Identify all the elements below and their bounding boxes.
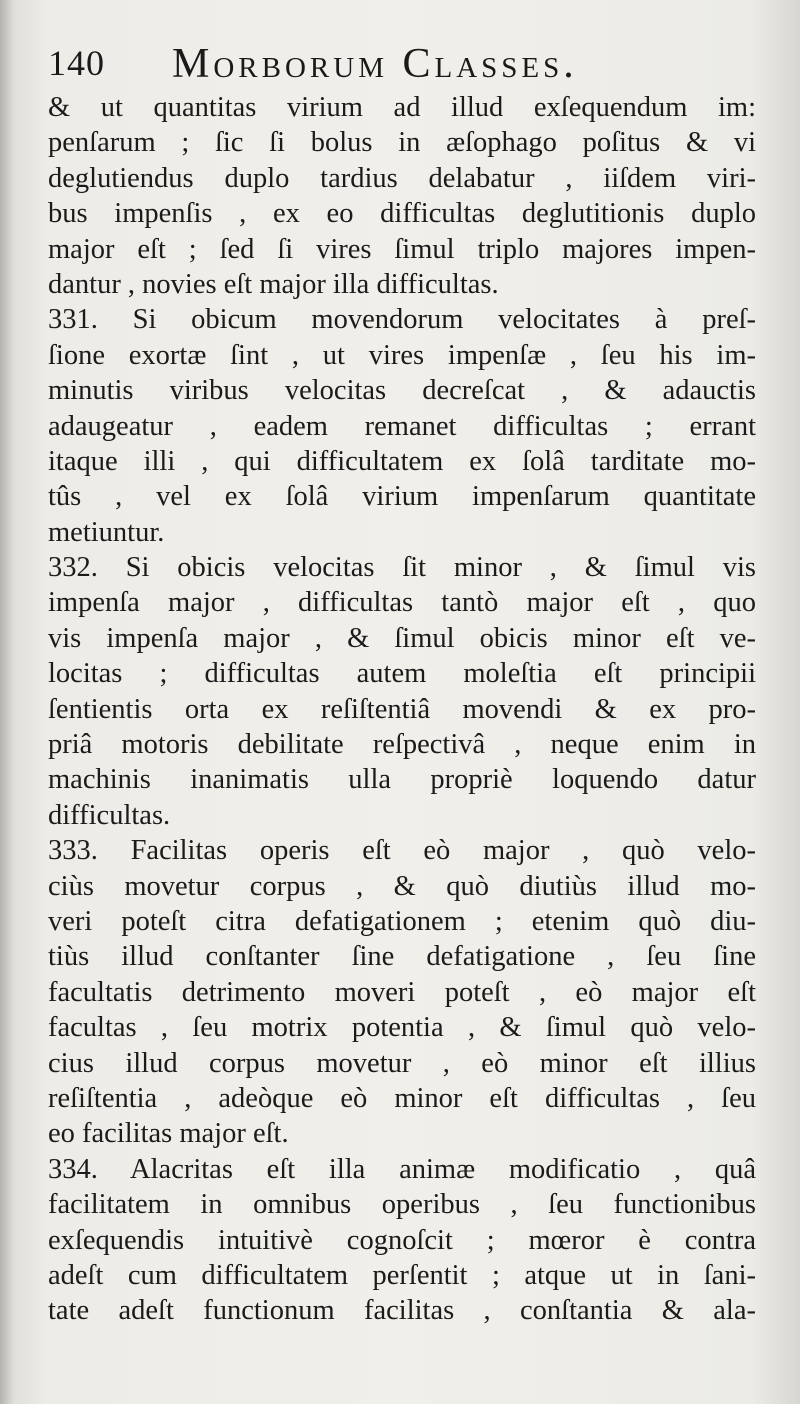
text-line: tiùs illud conſtanter ſine defatigatione , ſeu ſine — [48, 941, 756, 973]
text-line: cius illud corpus movetur , eò minor eſt illius — [48, 1047, 756, 1079]
running-head — [48, 40, 758, 88]
text-line: facultas , ſeu motrix potentia , & ſimul quò velo- — [48, 1012, 756, 1044]
paragraph-332-line: 332. Si obicis velocitas ſit minor , & ſimul vis — [48, 552, 756, 584]
text-line: tate adeſt functionum facilitas , conſtantia & ala- — [48, 1295, 756, 1327]
text-line: tûs , vel ex ſolâ virium impenſarum quantitate — [48, 481, 756, 513]
text-line: minutis viribus velocitas decreſcat , & adauctis — [48, 375, 756, 407]
text-line: & ut quantitas virium ad illud exſequendum im: — [48, 92, 756, 123]
page-number: 140 — [48, 43, 105, 83]
text-line: facilitatem in omnibus operibus , ſeu functionibus — [48, 1189, 756, 1221]
text-line: ſentientis orta ex reſiſtentiâ movendi & ex pro- — [48, 693, 756, 725]
text-line: veri poteſt citra defatigationem ; etenim quò diu- — [48, 905, 756, 937]
body-text — [48, 90, 756, 1329]
text-line: bus impenſis , ex eo difficultas deglutitionis duplo — [48, 198, 756, 230]
text-line: major eſt ; ſed ſi vires ſimul triplo majores impen- — [48, 233, 756, 265]
running-title: Morborum Classes. — [172, 41, 578, 87]
text-line: metiuntur. — [48, 516, 165, 548]
text-line: adeſt cum difficultatem perſentit ; atque ut in ſani- — [48, 1259, 756, 1291]
text-line: exſequendis intuitivè cognoſcit ; mœror è contra — [48, 1224, 756, 1256]
text-line: penſarum ; ſic ſi bolus in æſophago poſitus & vi — [48, 127, 756, 159]
text-line: priâ motoris debilitate reſpectivâ , neque enim in — [48, 729, 756, 761]
text-line: itaque illi , qui difficultatem ex ſolâ tarditate mo- — [48, 445, 756, 477]
text-line: eo facilitas major eſt. — [48, 1118, 289, 1150]
text-line: machinis inanimatis ulla propriè loquendo datur — [48, 764, 756, 796]
text-line: impenſa major , difficultas tantò major eſt , quo — [48, 587, 756, 619]
text-line: vis impenſa major , & ſimul obicis minor eſt ve- — [48, 622, 756, 654]
text-line: locitas ; difficultas autem moleſtia eſt principii — [48, 658, 756, 690]
text-line: adaugeatur , eadem remanet difficultas ; errant — [48, 410, 756, 442]
text-line: reſiſtentia , adeòque eò minor eſt difficultas , ſeu — [48, 1082, 756, 1114]
text-line: ſione exortæ ſint , ut vires impenſæ , ſeu his im- — [48, 339, 756, 371]
paragraph-334-line: 334. Alacritas eſt illa animæ modificatio , quâ — [48, 1153, 756, 1185]
text-line: deglutiendus duplo tardius delabatur , iiſdem viri- — [48, 162, 756, 194]
paragraph-331-line: 331. Si obicum movendorum velocitates à preſ- — [48, 304, 756, 336]
paragraph-333-line: 333. Facilitas operis eſt eò major , quò velo- — [48, 835, 756, 867]
text-line: ciùs movetur corpus , & quò diutiùs illud mo- — [48, 870, 756, 902]
text-line: dantur , novies eſt major illa difficultas. — [48, 268, 499, 300]
text-line: facultatis detrimento moveri poteſt , eò major eſt — [48, 976, 756, 1008]
text-line: difficultas. — [48, 799, 171, 831]
